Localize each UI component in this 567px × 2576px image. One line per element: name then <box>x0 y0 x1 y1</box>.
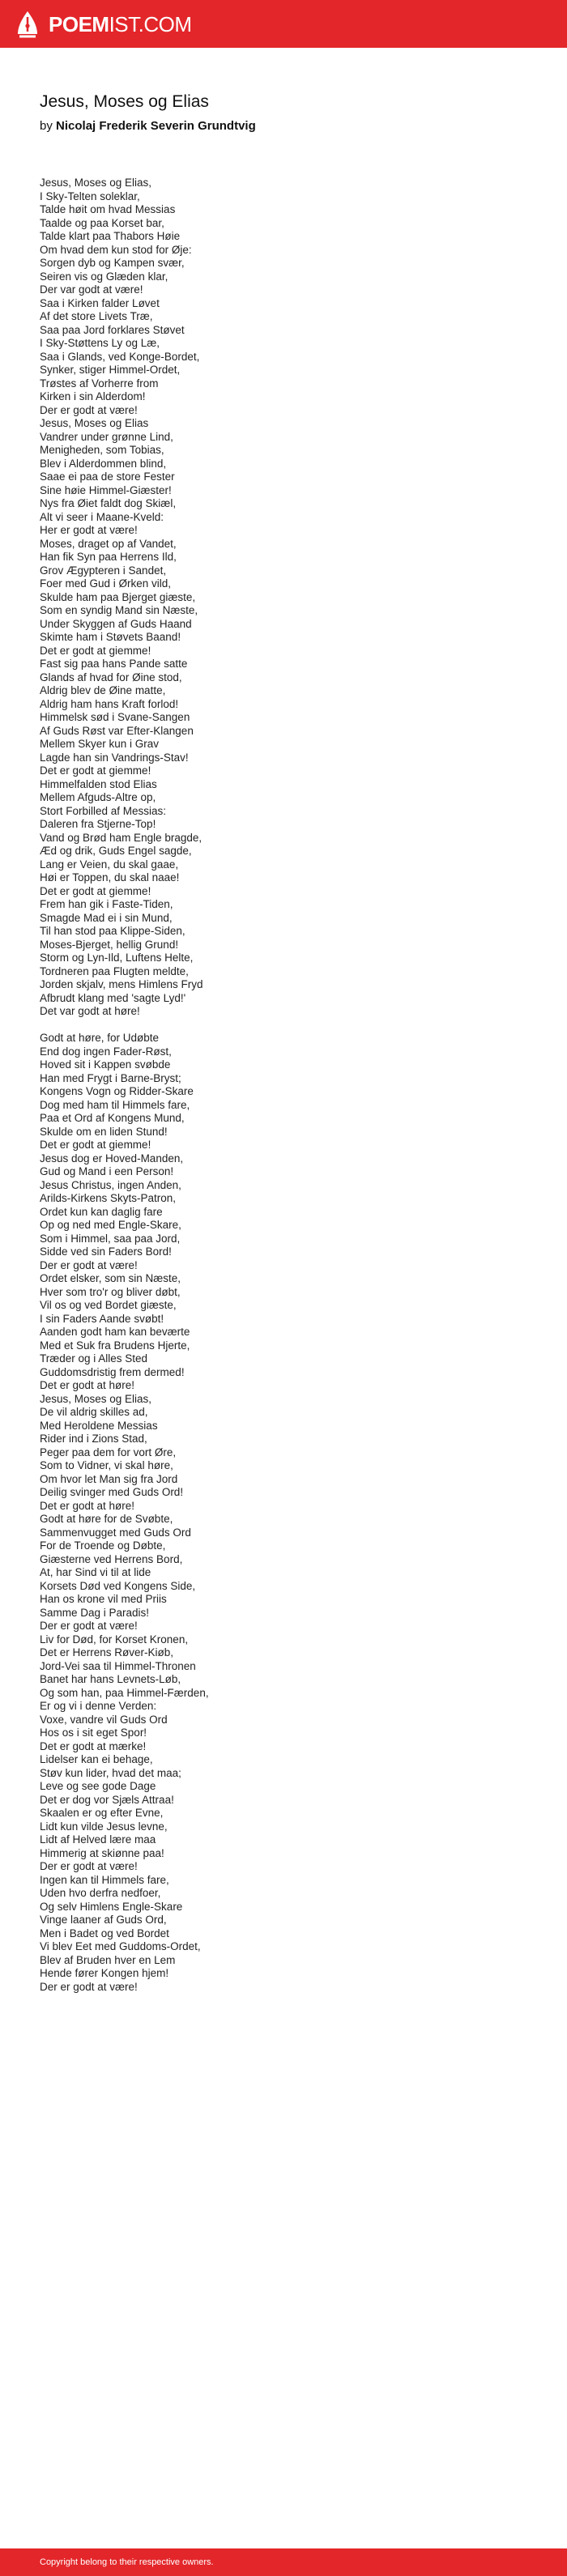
poem-line: Saa paa Jord forklares Støvet <box>40 323 185 336</box>
poem-line: Storm og Lyn-Ild, Luftens Helte, <box>40 952 194 964</box>
site-logo[interactable] <box>16 8 192 40</box>
poem-line: Frem han gik i Faste-Tiden, <box>40 898 173 910</box>
poem-line: Gud og Mand i een Person! <box>40 1165 174 1177</box>
poem-line: Blev i Alderdommen blind, <box>40 457 167 470</box>
poem-line: Himmelfalden stod Elias <box>40 777 157 790</box>
poem-title: Jesus, Moses og Elias <box>40 92 209 111</box>
poem-line: Hoved sit i Kappen svøbde <box>40 1058 171 1071</box>
poem-line: Det er godt at giemme! <box>40 884 151 897</box>
poem-line: Lang er Veien, du skal gaae, <box>40 858 179 871</box>
poem-line: Tordneren paa Flugten meldte, <box>40 964 189 977</box>
poem-line: Kongens Vogn og Ridder-Skare <box>40 1085 194 1097</box>
poem-line: Jesus dog er Hoved-Manden, <box>40 1152 184 1165</box>
poem-line: Lagde han sin Vandrings-Stav! <box>40 751 189 764</box>
poem-line: Aldrig ham hans Kraft forlod! <box>40 697 179 710</box>
poem-line: Der er godt at være! <box>40 1620 138 1632</box>
poem-line: Det er Herrens Røver-Kiøb, <box>40 1646 174 1658</box>
poem-line: Ordet elsker, som sin Næste, <box>40 1272 181 1284</box>
poem-line: Jord-Vei saa til Himmel-Thronen <box>40 1659 196 1672</box>
poem-line: Himmerig at skiønne paa! <box>40 1846 164 1859</box>
poem-line: Sammenvugget med Guds Ord <box>40 1526 191 1539</box>
poem-line: Paa et Ord af Kongens Mund, <box>40 1112 185 1124</box>
poem-line: Han med Frygt i Barne-Bryst; <box>40 1071 181 1084</box>
poem-line: Men i Badet og ved Bordet <box>40 1927 169 1939</box>
poem-line: Afbrudt klang med 'sagte Lyd!' <box>40 991 186 1004</box>
footer <box>0 2548 567 2576</box>
poem-line: Stort Forbilled af Messias: <box>40 804 167 817</box>
poem-line: Støv kun lider, hvad det maa; <box>40 1766 181 1779</box>
poem-line: Er og vi i denne Verden: <box>40 1700 157 1712</box>
poem-line: Taalde og paa Korset bar, <box>40 216 164 229</box>
poem-line: Foer med Gud i Ørken vild, <box>40 577 172 590</box>
poem-line: Med Heroldene Messias <box>40 1419 158 1432</box>
poem-line: Der er godt at være! <box>40 1860 138 1872</box>
poem-line: Glands af hvad for Øine stod, <box>40 671 182 683</box>
byline <box>40 118 256 134</box>
top-bar <box>0 0 567 48</box>
poem-line: I Sky-Støttens Ly og Læ, <box>40 337 160 349</box>
copyright-notice: Copyright belong to their respective owners. <box>40 2557 214 2567</box>
poem-line: Aanden godt ham kan beværte <box>40 1326 190 1338</box>
poem-line: Vil os og ved Bordet giæste, <box>40 1299 177 1311</box>
poem-line: Arilds-Kirkens Skyts-Patron, <box>40 1192 177 1204</box>
poem-line: Æd og drik, Guds Engel sagde, <box>40 845 192 857</box>
poem-stanza <box>40 1032 526 1994</box>
poem-line: De vil aldrig skilles ad, <box>40 1406 148 1418</box>
poem-line: Moses-Bjerget, hellig Grund! <box>40 938 179 951</box>
poem-line: Ingen kan til Himmels fare, <box>40 1873 169 1886</box>
site-name <box>49 8 192 40</box>
poem-line: Og selv Himlens Engle-Skare <box>40 1900 183 1913</box>
poem-line: Det er godt at mærke! <box>40 1739 147 1752</box>
poem-line: Voxe, vandre vil Guds Ord <box>40 1713 168 1726</box>
poem-line: Menigheden, som Tobias, <box>40 444 164 456</box>
poem-line: Hos os i sit eget Spor! <box>40 1727 147 1739</box>
poem-line: Trøstes af Vorherre from <box>40 377 159 390</box>
logo-text-bold: POEM <box>49 12 109 36</box>
poem-line: Kirken i sin Alderdom! <box>40 390 146 402</box>
poem-line: Af det store Livets Træ, <box>40 310 153 322</box>
poem-line: Mellem Skyer kun i Grav <box>40 738 160 750</box>
poem-line: Og som han, paa Himmel-Færden, <box>40 1686 209 1699</box>
poem-line: Jesus, Moses og Elias, <box>40 177 152 189</box>
poem-line: Godt at høre for de Svøbte, <box>40 1513 173 1525</box>
poem-line: Rider ind i Zions Stad, <box>40 1433 147 1445</box>
poem-line: Jesus Christus, ingen Anden, <box>40 1178 181 1191</box>
poem-line: Vand og Brød ham Engle bragde, <box>40 831 202 844</box>
poem-line: Det er godt at giemme! <box>40 644 151 657</box>
poem-line: Leve og see gode Dage <box>40 1780 156 1792</box>
poem-line: Himmelsk sød i Svane-Sangen <box>40 711 190 723</box>
poem-line: Han fik Syn paa Herrens Ild, <box>40 551 177 563</box>
poem-line: Som en syndig Mand sin Næste, <box>40 604 198 616</box>
poem-line: Her er godt at være! <box>40 524 138 536</box>
poem-line: Peger paa dem for vort Øre, <box>40 1446 177 1458</box>
poem-line: Smagde Mad ei i sin Mund, <box>40 911 173 924</box>
poem-line: Det er godt at høre! <box>40 1499 135 1512</box>
poem-line: Moses, draget op af Vandet, <box>40 537 177 550</box>
poem-line: Fast sig paa hans Pande satte <box>40 658 188 670</box>
poem-line: Det var godt at høre! <box>40 1005 140 1017</box>
poem-line: Skimte ham i Støvets Baand! <box>40 631 181 643</box>
poem-line: End dog ingen Fader-Røst, <box>40 1045 172 1058</box>
poem-line: Mellem Afguds-Altre op, <box>40 791 156 803</box>
by-label: by <box>40 119 53 133</box>
poem-line: At, har Sind vi til at lide <box>40 1566 151 1578</box>
poem-body <box>40 177 526 2008</box>
poem-line: Hende fører Kongen hjem! <box>40 1967 169 1979</box>
poem-line: Vinge laaner af Guds Ord, <box>40 1914 167 1926</box>
poem-line: Blev af Bruden hver en Lem <box>40 1953 176 1966</box>
poem-line: Vi blev Eet med Guddoms-Ordet, <box>40 1940 201 1952</box>
poem-line: Grov Ægypteren i Sandet, <box>40 564 167 577</box>
poem-line: Under Skyggen af Guds Haand <box>40 617 192 630</box>
poem-line: Der er godt at være! <box>40 1980 138 1993</box>
author-link[interactable]: Nicolaj Frederik Severin Grundtvig <box>56 119 256 133</box>
poem-line: Skaalen er og efter Evne, <box>40 1807 164 1819</box>
poem-line: Han os krone vil med Priis <box>40 1593 167 1605</box>
poem-line: Daleren fra Stjerne-Top! <box>40 818 156 830</box>
poem-line: Træder og i Alles Sted <box>40 1352 148 1365</box>
poem-line: Uden hvo derfra nedfoer, <box>40 1887 161 1899</box>
poem-line: Skulde ham paa Bjerget giæste, <box>40 590 196 603</box>
poem-line: Jesus, Moses og Elias <box>40 417 149 429</box>
poem-line: Sine høie Himmel-Giæster! <box>40 483 172 496</box>
poem-line: Saa i Glands, ved Konge-Bordet, <box>40 350 200 363</box>
poem-line: Godt at høre, for Udøbte <box>40 1032 160 1044</box>
poem-line: Det er godt at høre! <box>40 1379 135 1391</box>
poem-line: Lidelser kan ei behage, <box>40 1753 153 1765</box>
poem-line: Til han stod paa Klippe-Siden, <box>40 925 185 937</box>
poem-line: Der er godt at være! <box>40 1258 138 1271</box>
poem-line: Med et Suk fra Brudens Hjerte, <box>40 1339 190 1352</box>
poem-line: I sin Faders Aande svøbt! <box>40 1312 164 1325</box>
poem-stanza <box>40 177 526 1019</box>
poem-line: Sorgen dyb og Kampen svær, <box>40 257 185 269</box>
poem-line: Seiren vis og Glæden klar, <box>40 270 168 283</box>
poem-line: Saa i Kirken falder Løvet <box>40 296 160 309</box>
poem-line: Guddomsdristig frem dermed! <box>40 1365 185 1378</box>
poem-line: Talde høit om hvad Messias <box>40 203 176 215</box>
poem-line: Det er dog vor Sjæls Attraa! <box>40 1793 174 1806</box>
poem-line: Dog med ham til Himmels fare, <box>40 1098 190 1111</box>
poem-line: Saae ei paa de store Fester <box>40 470 175 483</box>
poem-line: Jorden skjalv, mens Himlens Fryd <box>40 978 203 990</box>
poem-line: Aldrig blev de Øine matte, <box>40 684 166 696</box>
poem-line: Det er godt at giemme! <box>40 1139 151 1151</box>
poem-line: Samme Dag i Paradis! <box>40 1606 150 1619</box>
logo-text-light: IST.COM <box>109 12 192 36</box>
poem-line: I Sky-Telten soleklar, <box>40 189 140 202</box>
poem-line: Korsets Død ved Kongens Side, <box>40 1579 196 1592</box>
poem-line: Vandrer under grønne Lind, <box>40 430 173 443</box>
poem-line: Skulde om en liden Stund! <box>40 1125 168 1138</box>
poem-line: Alt vi seer i Maane-Kveld: <box>40 510 164 523</box>
poem-line: Som to Vidner, vi skal høre, <box>40 1459 173 1471</box>
poem-line: Op og ned med Engle-Skare, <box>40 1219 181 1231</box>
poem-line: Lidt kun vilde Jesus levne, <box>40 1820 168 1833</box>
poem-line: Det er godt at giemme! <box>40 764 151 777</box>
poem-line: Giæsterne ved Herrens Bord, <box>40 1552 183 1565</box>
quill-pen-icon <box>16 10 39 39</box>
poem-line: Hver som tro'r og bliver døbt, <box>40 1285 181 1298</box>
poem-line: Lidt af Helved lære maa <box>40 1833 156 1846</box>
poem-line: For de Troende og Døbte, <box>40 1539 166 1552</box>
poem-line: Af Guds Røst var Efter-Klangen <box>40 724 194 737</box>
poem-line: Høi er Toppen, du skal naae! <box>40 871 180 884</box>
poem-line: Banet har hans Levnets-Løb, <box>40 1673 181 1685</box>
poem-line: Der er godt at være! <box>40 403 138 416</box>
poem-line: Deilig svinger med Guds Ord! <box>40 1486 184 1498</box>
poem-line: Liv for Død, for Korset Kronen, <box>40 1633 189 1646</box>
poem-line: Om hvor let Man sig fra Jord <box>40 1472 178 1485</box>
poem-line: Jesus, Moses og Elias, <box>40 1392 152 1405</box>
poem-line: Ordet kun kan daglig fare <box>40 1205 163 1218</box>
poem-line: Nys fra Øiet faldt dog Skiæl, <box>40 497 177 509</box>
poem-line: Som i Himmel, saa paa Jord, <box>40 1232 181 1245</box>
poem-line: Der var godt at være! <box>40 283 143 296</box>
poem-line: Synker, stiger Himmel-Ordet, <box>40 364 181 376</box>
poem-line: Om hvad dem kun stod for Øje: <box>40 243 192 256</box>
poem-line: Talde klart paa Thabors Høie <box>40 230 181 242</box>
poem-line: Sidde ved sin Faders Bord! <box>40 1245 172 1258</box>
